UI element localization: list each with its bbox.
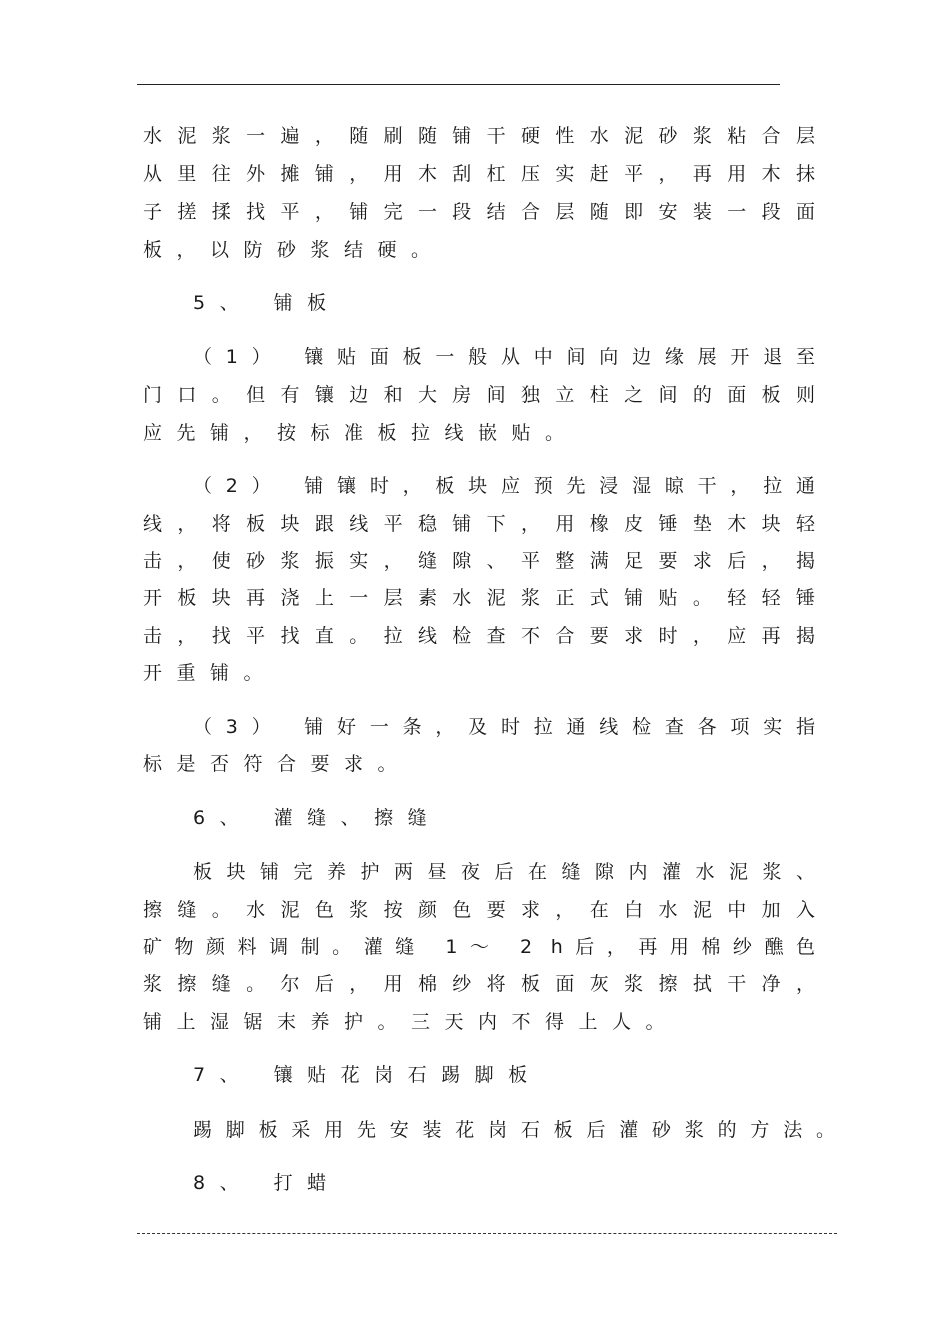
paragraph-line: 击，使砂浆振实，缝隙、平整满足要求后，揭 <box>143 550 815 572</box>
paragraph-line: 标是否符合要求。 <box>143 753 412 775</box>
paragraph-line: 应先铺，按标准板拉线嵌贴。 <box>143 422 579 444</box>
paragraph-line: 浆擦缝。尔后，用棉纱将板面灰浆擦拭干净， <box>143 973 815 995</box>
paragraph-line: （2） 铺镶时，板块应预先浸湿晾干，拉通 <box>193 475 815 497</box>
paragraph-line: 开重铺。 <box>143 662 278 684</box>
paragraph-line: 擦缝。水泥色浆按颜色要求，在白水泥中加入 <box>143 899 815 921</box>
paragraph-line: 从里往外摊铺，用木刮杠压实赶平，再用木抹 <box>143 163 815 185</box>
paragraph-line: 踢脚板采用先安装花岗石板后灌砂浆的方法。 <box>193 1119 835 1141</box>
footer-rule <box>137 1233 837 1234</box>
paragraph-line: 击，找平找直。拉线检查不合要求时，应再揭 <box>143 625 815 647</box>
header-rule <box>137 84 780 85</box>
paragraph-line: （1） 镶贴面板一般从中间向边缘展开退至 <box>193 346 815 368</box>
paragraph-line: 子搓揉找平，铺完一段结合层随即安装一段面 <box>143 201 815 223</box>
paragraph-line: 门口。但有镶边和大房间独立柱之间的面板则 <box>143 384 815 406</box>
paragraph-line: 矿物颜料调制。灌缝 1～ 2 h后，再用棉纱醮色 <box>143 936 815 958</box>
paragraph-line: 铺上湿锯末养护。三天内不得上人。 <box>143 1011 680 1033</box>
paragraph-line: （3） 铺好一条，及时拉通线检查各项实指 <box>193 716 815 738</box>
paragraph-line: 开板块再浇上一层素水泥浆正式铺贴。轻轻锤 <box>143 587 815 609</box>
section-heading: 7、 镶贴花岗石踢脚板 <box>193 1064 542 1086</box>
paragraph-line: 线，将板块跟线平稳铺下，用橡皮锤垫木块轻 <box>143 513 815 535</box>
section-heading: 8、 打蜡 <box>193 1172 341 1194</box>
paragraph-line: 板块铺完养护两昼夜后在缝隙内灌水泥浆、 <box>193 861 815 883</box>
section-heading: 5、 铺板 <box>193 292 341 314</box>
paragraph-line: 水泥浆一遍，随刷随铺干硬性水泥砂浆粘合层 <box>143 125 815 147</box>
section-heading: 6、 灌缝、擦缝 <box>193 807 442 829</box>
paragraph-line: 板，以防砂浆结硬。 <box>143 239 445 261</box>
